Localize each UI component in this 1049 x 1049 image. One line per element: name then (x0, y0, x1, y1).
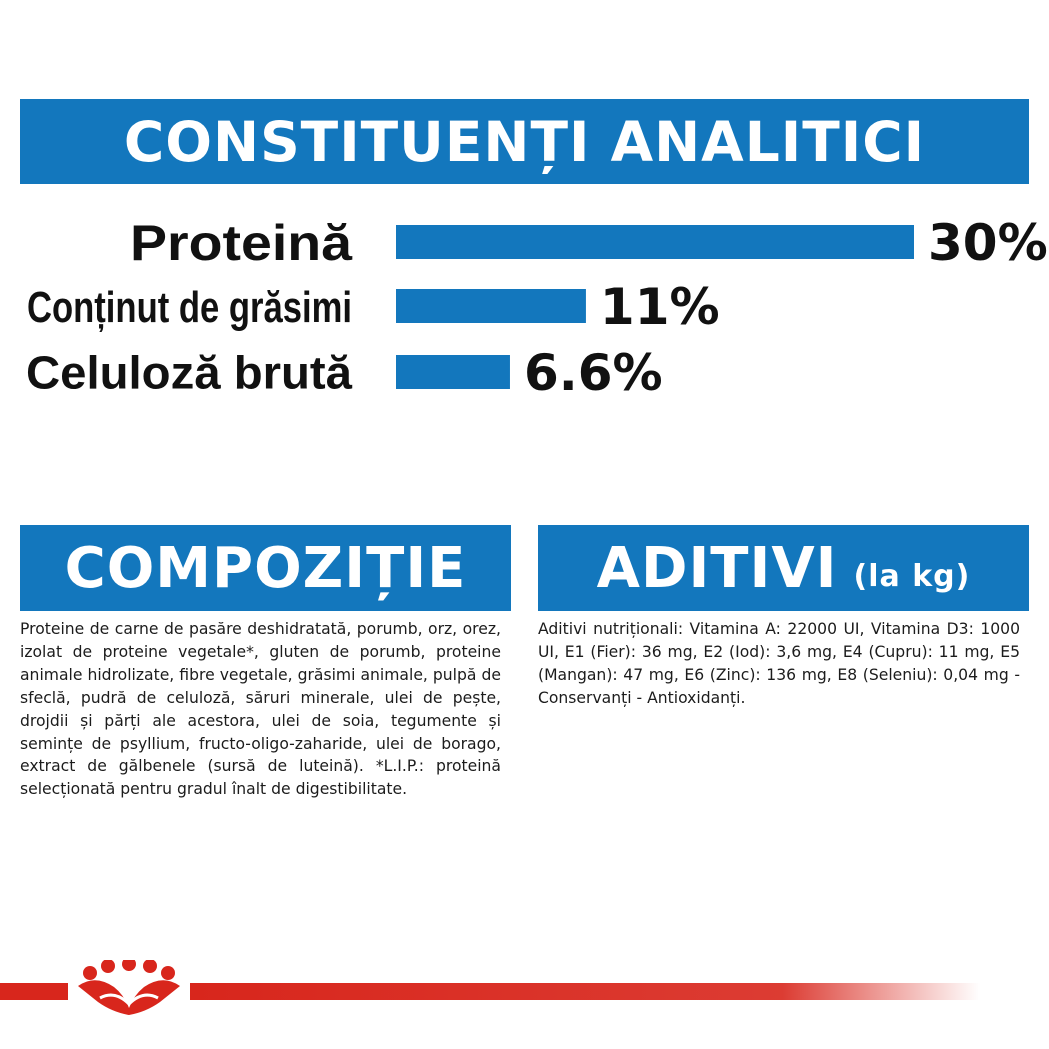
additives-unit: (la kg) (853, 558, 971, 594)
bar (396, 225, 914, 259)
bar-value-label: 6.6% (523, 344, 663, 402)
bar-category-label: Proteină (130, 215, 354, 271)
composition-title: COMPOZIȚIE (64, 535, 467, 601)
composition-banner (20, 525, 511, 611)
royal-canin-crown-icon (78, 960, 180, 1015)
analytical-constituents-chart (0, 0, 1049, 460)
chart-bars (26, 214, 1048, 402)
analytical-constituents-title: CONSTITUENȚI ANALITICI (123, 109, 926, 174)
bar-value-label: 30% (928, 214, 1048, 272)
bar (396, 355, 510, 389)
bar (396, 289, 586, 323)
additives-text: Aditivi nutriționali: Vitamina A: 22000 UI, Vitamina D3: 1000 UI, E1 (Fier): 36 mg, E2 (Iod): 3,6 mg, E4 (Cupru): 11 mg, E5 (Mangan): 47 mg, E6 (Zinc): 136 mg, E8 (Seleniu): 0,04 mg - Conservanți - Antioxidanți. (538, 620, 1020, 707)
bar-category-label: Conținut de grăsimi (27, 282, 352, 332)
additives-title: ADITIVI (596, 535, 838, 601)
additives-banner (538, 525, 1029, 611)
footer-brand-strip (0, 960, 1049, 1020)
footer-stripe-left (0, 983, 68, 1000)
bar-value-label: 11% (599, 278, 720, 336)
footer-stripe-right (190, 983, 980, 1000)
bar-category-label: Celuloză brută (26, 346, 353, 399)
composition-text: Proteine de carne de pasăre deshidratată, porumb, orz, orez, izolat de proteine vegetale*, gluten de porumb, proteine animale hidrolizate, fibre vegetale, grăsimi animale, pulpă de sfeclă, pudră de celuloză, săruri minerale, ulei de pește, drojdii și părți ale acestora, ulei de soia, tegumente și semințe de psyllium, fructo-oligo-zaharide, ulei de borago, extract de gălbenele (sursă de luteină). *L.I.P.: proteină selecționată pentru gradul înalt de digestibilitate. (20, 620, 501, 799)
